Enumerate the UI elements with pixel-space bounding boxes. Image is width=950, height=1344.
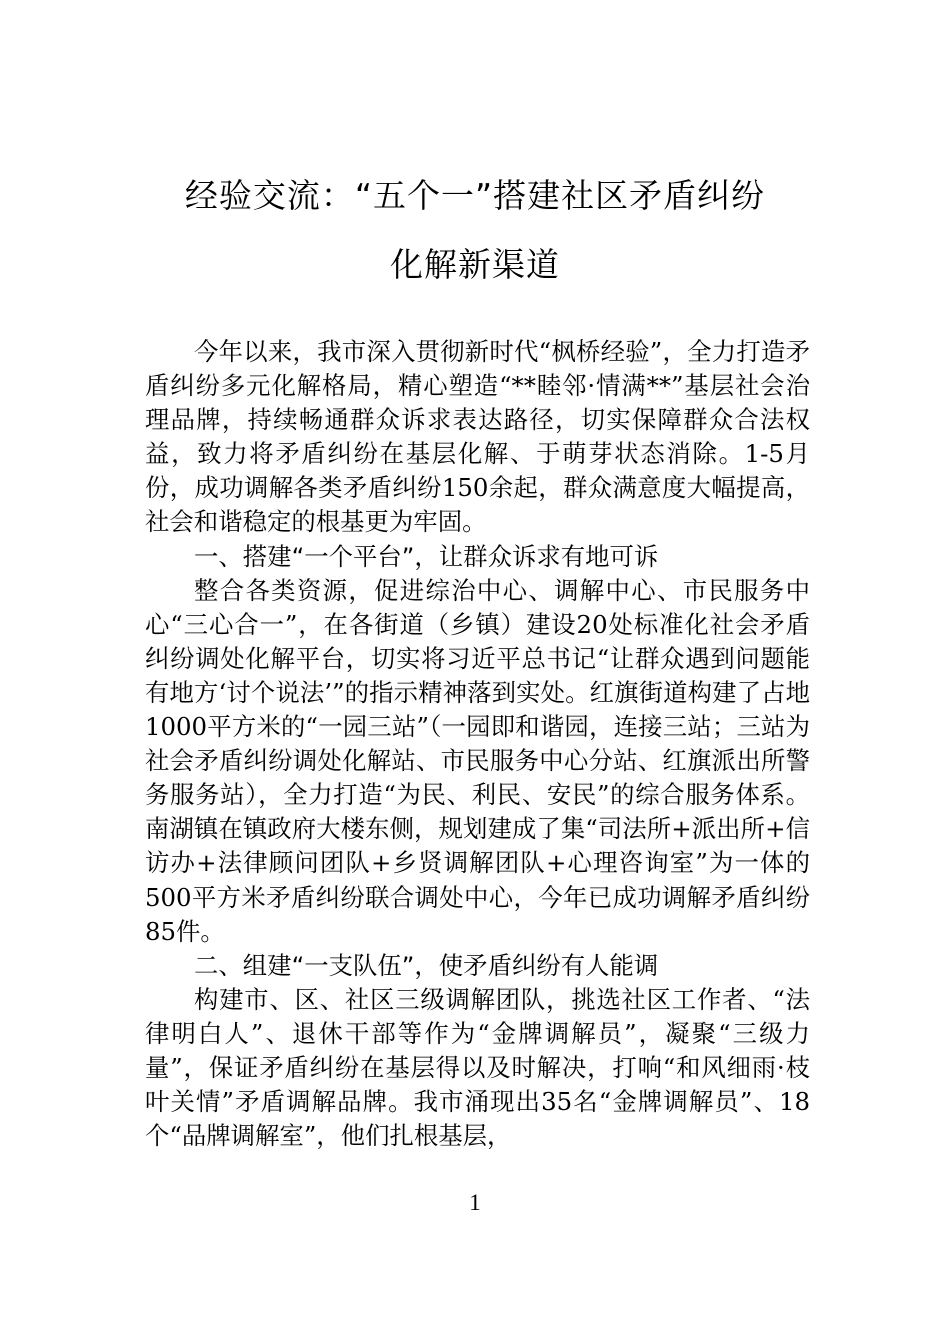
page-number: 1 xyxy=(469,1190,481,1215)
intro-paragraph: 今年以来，我市深入贯彻新时代“枫桥经验”，全力打造矛盾纠纷多元化解格局，精心塑造“**睦邻·情满**”基层社会治理品牌，持续畅通群众诉求表达路径，切实保障群众合法权益，致力将矛盾纠纷在基层化解、于萌芽状态消除。1-5月份，成功调解各类矛盾纠纷150余起，群众满意度大幅提高，社会和谐稳定的根基更为牢固。 xyxy=(145,337,810,537)
section-2-paragraph: 构建市、区、社区三级调解团队，挑选社区工作者、“法律明白人”、退休干部等作为“金牌调解员”，凝聚“三级力量”，保证矛盾纠纷在基层得以及时解决，打响“和风细雨·枝叶关情”矛盾调解品牌。我市涌现出35名“金牌调解员”、18个“品牌调解室”，他们扎根基层， xyxy=(145,984,810,1151)
section-heading-1: 一、搭建“一个平台”，让群众诉求有地可诉 xyxy=(194,541,659,571)
section-1-paragraph: 整合各类资源，促进综治中心、调解中心、市民服务中心“三心合一”，在各街道（乡镇）建设20处标准化社会矛盾纠纷调处化解平台，切实将习近平总书记“让群众遇到问题能有地方‘讨个说法’”的指示精神落到实处。红旗街道构建了占地1000平方米的“一园三站”（一园即和谐园，连接三站；三站为社会矛盾纠纷调处化解站、市民服务中心分站、红旗派出所警务服务站），全力打造“为民、利民、安民”的综合服务体系。南湖镇在镇政府大楼东侧，规划建成了集“司法所+派出所+信访办+法律顾问团队+乡贤调解团队+心理咨询室”为一体的500平方米矛盾纠纷联合调处中心，今年已成功调解矛盾纠纷85件。 xyxy=(145,575,810,946)
document-title-line-2: 化解新渠道 xyxy=(390,245,560,284)
document-title-line-1: 经验交流：“五个一”搭建社区矛盾纠纷 xyxy=(184,176,766,215)
section-heading-2: 二、组建“一支队伍”，使矛盾纠纷有人能调 xyxy=(194,950,659,980)
document-body xyxy=(145,335,810,1153)
